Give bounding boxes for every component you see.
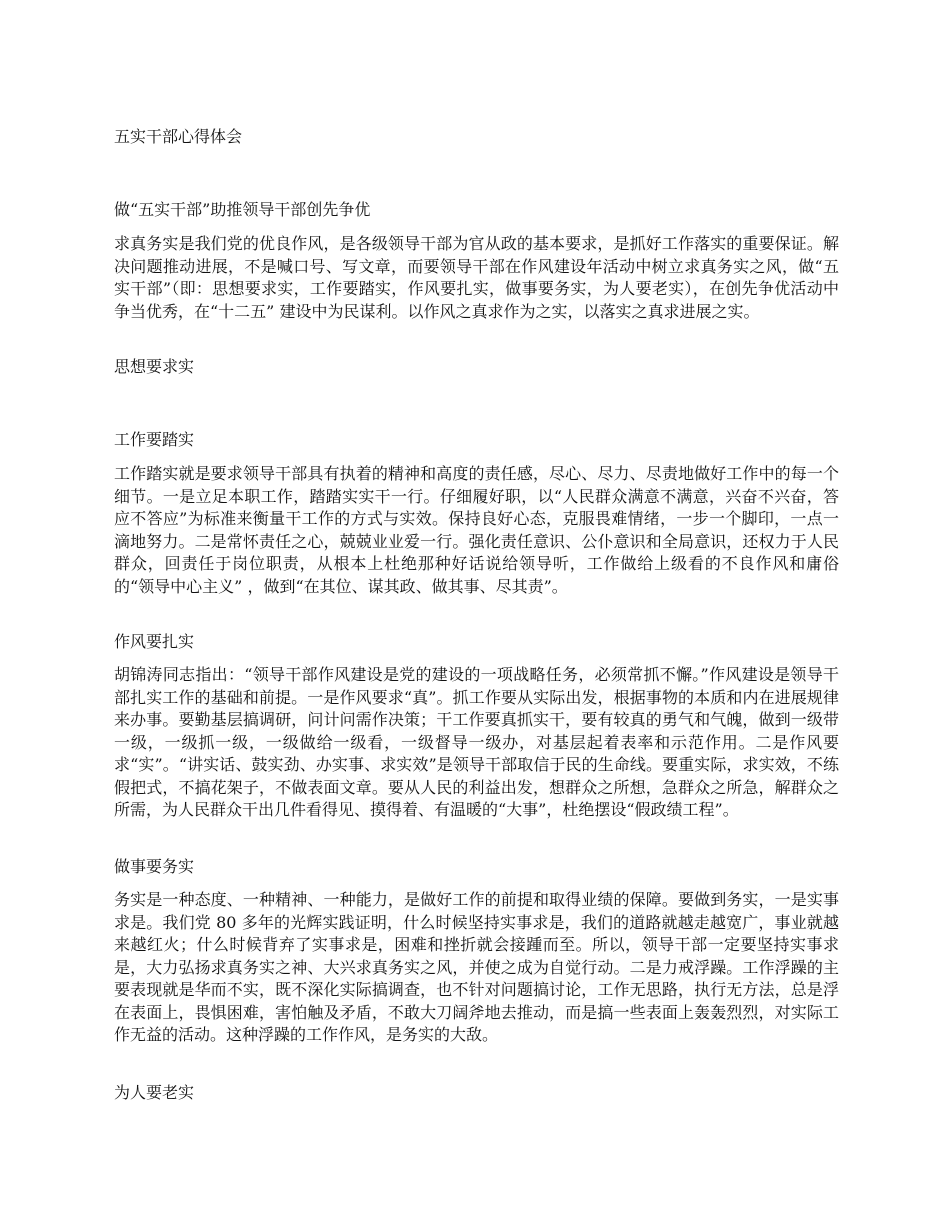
intro-paragraph: 求真务实是我们党的优良作风，是各级领导干部为官从政的基本要求，是抓好工作落实的重要保证。解决问题推动进展，不是喊口号、写文章，而要领导干部在作风建设年活动中树立求真务实之风，做“五实干部”（即：思想要求实，工作要踏实，作风要扎实，做事要务实，为人要老实），在创先争优活动中争当优秀，在“十二五” 建设中为民谋利。以作风之真求作为之实，以落实之真求进展之实。 — [114, 234, 839, 321]
section-heading-work: 工作要踏实 — [114, 430, 195, 449]
section-heading-honest: 为人要老实 — [114, 1083, 195, 1102]
section-heading-practical: 做事要务实 — [114, 857, 195, 876]
section-heading-thinking: 思想要求实 — [114, 357, 195, 376]
section-body-work: 工作踏实就是要求领导干部具有执着的精神和高度的责任感，尽心、尽力、尽责地做好工作中的每一个细节。一是立足本职工作，踏踏实实干一行。仔细履好职，以“人民群众满意不满意，兴奋不兴奋，答应不答应”为标准来衡量干工作的方式与实效。保持良好心态，克服畏难情绪，一步一个脚印，一点一滴地努力。二是常怀责任之心，兢兢业业爱一行。强化责任意识、公仆意识和全局意识，还权力于人民群众，回责任于岗位职责，从根本上杜绝那种好话说给领导听，工作做给上级看的不良作风和庸俗的“领导中心主义” ，做到“在其位、谋其政、做其事、尽其责”。 — [114, 464, 839, 596]
section-body-style: 胡锦涛同志指出：“领导干部作风建设是党的建设的一项战略任务，必须常抓不懈。”作风建设是领导干部扎实工作的基础和前提。一是作风要求“真”。抓工作要从实际出发，根据事物的本质和内在进展规律来办事。要勤基层搞调研，问计问需作决策；干工作要真抓实干，要有较真的勇气和气魄，做到一级带一级，一级抓一级，一级做给一级看，一级督导一级办，对基层起着表率和示范作用。二是作风要求“实”。“讲实话、鼓实劲、办实事、求实效”是领导干部取信于民的生命线。要重实际，求实效，不练假把式，不搞花架子，不做表面文章。要从人民的利益出发，想群众之所想，急群众之所急，解群众之所需，为人民群众干出几件看得见、摸得着、有温暖的“大事”，杜绝摆设“假政绩工程”。 — [114, 665, 839, 819]
document-title: 五实干部心得体会 — [114, 127, 243, 146]
section-body-practical: 务实是一种态度、一种精神、一种能力，是做好工作的前提和取得业绩的保障。要做到务实，一是实事求是。我们党 80 多年的光辉实践证明，什么时候坚持实事求是，我们的道路就越走越宽广，事业就越来越红火；什么时候背弃了实事求是，困难和挫折就会接踵而至。所以，领导干部一定要坚持实事求是，大力弘扬求真务实之神、大兴求真务实之风，并使之成为自觉行动。二是力戒浮躁。工作浮躁的主要表现就是华而不实，既不深化实际搞调查，也不针对问题搞讨论，工作无思路，执行无方法，总是浮在表面上，畏惧困难，害怕触及矛盾，不敢大刀阔斧地去推动，而是搞一些表面上轰轰烈烈，对实际工作无益的活动。这种浮躁的工作作风，是务实的大敌。 — [114, 890, 839, 1044]
document-subtitle: 做“五实干部”助推领导干部创先争优 — [114, 200, 371, 219]
section-heading-style: 作风要扎实 — [114, 632, 195, 651]
